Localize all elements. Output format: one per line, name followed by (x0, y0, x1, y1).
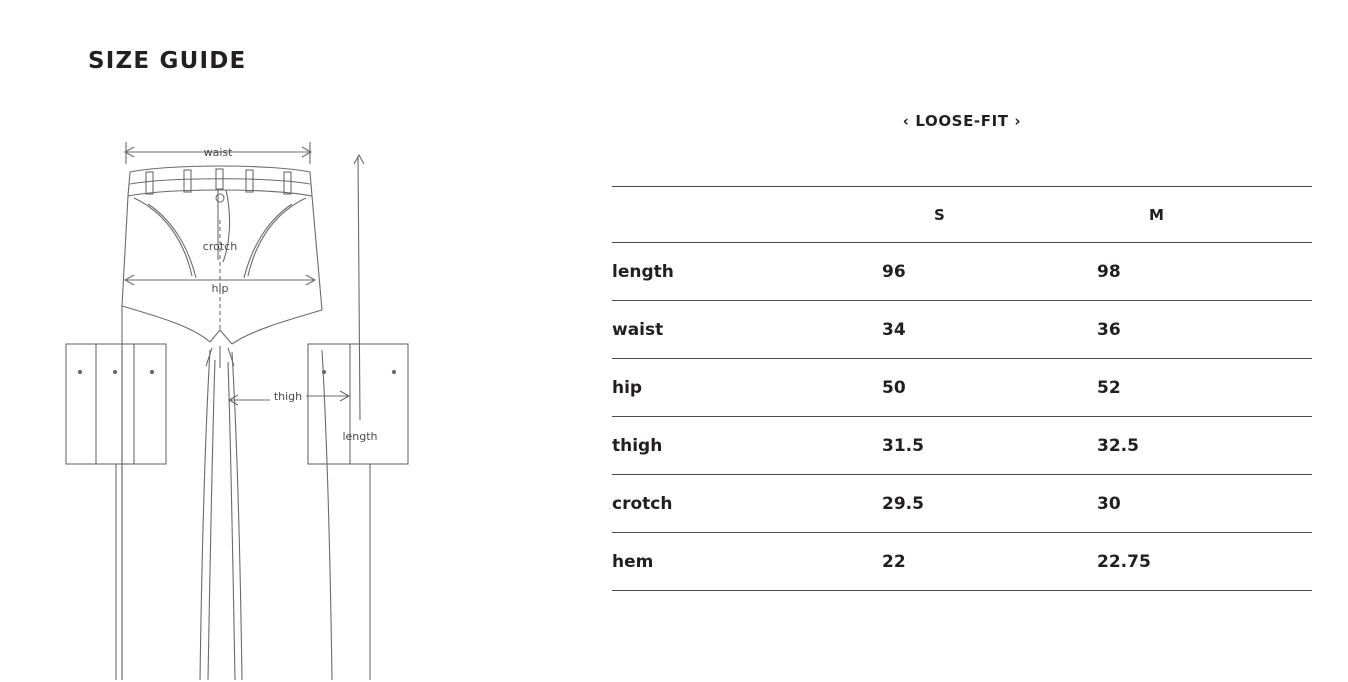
length-dimension-line (354, 155, 364, 420)
table-row (612, 359, 1312, 417)
page-title: SIZE GUIDE (88, 48, 247, 74)
table-row (612, 417, 1312, 475)
table-row (612, 243, 1312, 301)
row-label: length (612, 243, 882, 301)
table-row (612, 475, 1312, 533)
annotation-thigh: thigh (273, 390, 303, 403)
row-label: hem (612, 533, 882, 591)
size-table-body (612, 243, 1312, 591)
detail-box-right (308, 344, 408, 680)
table-row (612, 533, 1312, 591)
row-value-s: 34 (882, 301, 1097, 359)
size-table-head (612, 187, 1312, 243)
table-row (612, 301, 1312, 359)
row-label: waist (612, 301, 882, 359)
row-value-m: 36 (1097, 301, 1312, 359)
annotation-length: length (342, 430, 378, 443)
size-table-panel (612, 112, 1312, 591)
row-value-s: 29.5 (882, 475, 1097, 533)
fit-label: ‹ LOOSE-FIT › (902, 112, 1022, 130)
header-size-m: M (1097, 187, 1312, 243)
row-label: thigh (612, 417, 882, 475)
row-value-m: 32.5 (1097, 417, 1312, 475)
header-size-s: S (882, 187, 1097, 243)
row-value-m: 22.75 (1097, 533, 1312, 591)
detail-box-left (66, 344, 166, 680)
row-value-m: 52 (1097, 359, 1312, 417)
row-value-s: 96 (882, 243, 1097, 301)
size-table (612, 186, 1312, 591)
row-value-m: 98 (1097, 243, 1312, 301)
row-value-s: 31.5 (882, 417, 1097, 475)
pants-technical-diagram (60, 120, 540, 680)
annotation-crotch: crotch (202, 240, 238, 253)
row-value-m: 30 (1097, 475, 1312, 533)
row-value-s: 22 (882, 533, 1097, 591)
row-label: hip (612, 359, 882, 417)
header-measurement (612, 187, 882, 243)
annotation-waist: waist (203, 146, 233, 159)
table-header-row (612, 187, 1312, 243)
row-label: crotch (612, 475, 882, 533)
row-value-s: 50 (882, 359, 1097, 417)
annotation-hip: hip (211, 282, 229, 295)
